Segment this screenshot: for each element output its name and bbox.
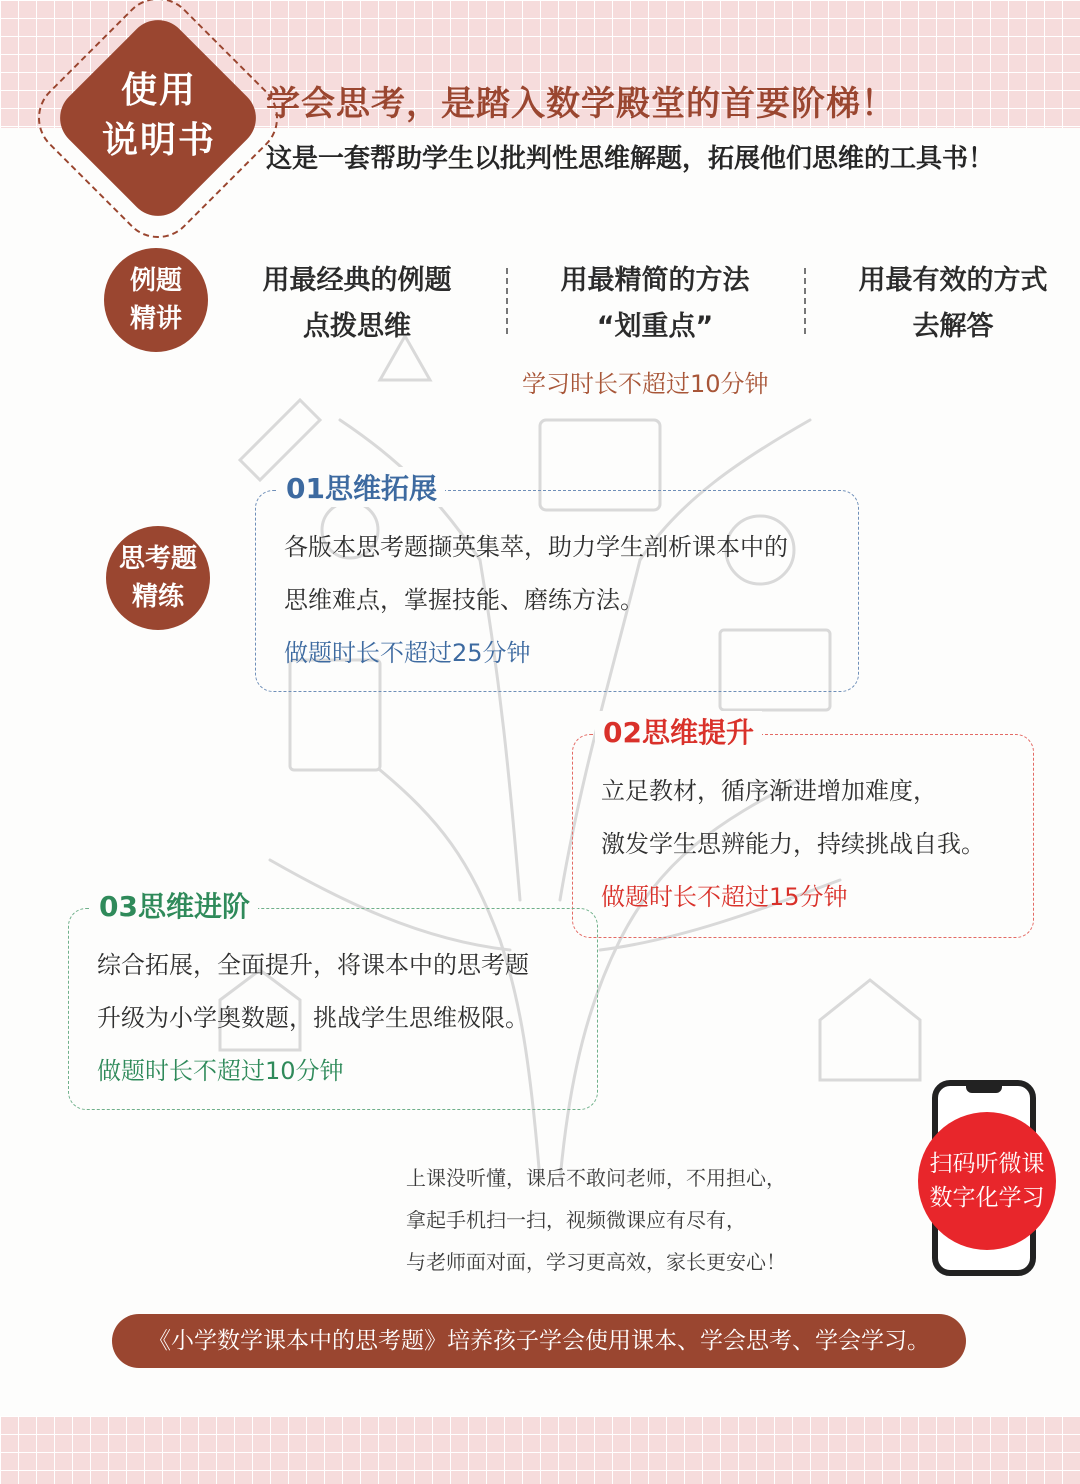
feature-classic-examples [212,258,502,350]
circle-line2: 精讲 [129,304,182,334]
microlesson-line: 与老师面对面，学习更高效，家长更安心！ [406,1250,786,1274]
circle-line1: 思考题 [118,544,197,574]
divider [804,268,806,334]
box-text-line: 升级为小学奥数题，挑战学生思维极限。 [97,1004,529,1032]
scan-line1: 扫码听微课 [929,1151,1045,1177]
badge-line1: 使用 [120,70,197,111]
microlesson-line: 上课没听懂，课后不敢问老师，不用担心， [406,1166,786,1190]
box-time-label: 做题时长不超过25分钟 [284,639,531,667]
practice-circle [106,526,210,630]
divider [506,268,508,334]
phone-notch [966,1085,1002,1093]
study-time-label: 学习时长不超过10分钟 [522,370,769,398]
circle-line2: 精练 [131,582,184,612]
box-thinking-advance [68,890,598,1110]
box-text-line: 思维难点，掌握技能、磨练方法。 [284,586,644,614]
microlesson-line: 拿起手机扫一扫，视频微课应有尽有， [406,1208,746,1232]
headline: 学会思考，是踏入数学殿堂的首要阶梯！ [266,84,896,124]
box-time-label: 做题时长不超过10分钟 [97,1057,344,1085]
box-time-label: 做题时长不超过15分钟 [601,883,848,911]
feature-line1: 用最有效的方式 [858,265,1048,296]
box-text-line: 综合拓展，全面提升，将课本中的思考题 [97,951,529,979]
subheadline: 这是一套帮助学生以批判性思维解题，拓展他们思维的工具书！ [266,144,995,174]
box-text-line: 各版本思考题撷英集萃，助力学生剖析课本中的 [284,533,788,561]
grid-footer-band [0,1416,1080,1484]
bottom-slogan-bar: 《小学数学课本中的思考题》培养孩子学会使用课本、学会思考、学会学习。 [112,1314,966,1368]
feature-line2: 点拨思维 [303,311,411,342]
box-title: 02思维提升 [595,711,762,751]
feature-line2: 去解答 [912,311,994,342]
box-thinking-expand [255,472,859,692]
scan-line2: 数字化学习 [929,1185,1045,1211]
feature-line1: 用最精简的方法 [560,265,750,296]
box-title: 01思维拓展 [278,467,445,507]
circle-line1: 例题 [129,266,182,296]
badge-line2: 说明书 [101,120,216,161]
example-lecture-circle [104,248,208,352]
box-text-line: 激发学生思辨能力，持续挑战自我。 [601,830,985,858]
feature-effective-answer [808,258,1080,350]
box-title: 03思维进阶 [91,885,258,925]
manual-badge-label [92,66,226,166]
feature-line2: “划重点” [596,311,714,342]
box-text-line: 立足教材，循序渐进增加难度， [601,777,937,805]
feature-line1: 用最经典的例题 [262,265,452,296]
feature-concise-method [510,258,800,350]
scan-qr-badge[interactable] [918,1112,1056,1250]
box-thinking-improve [572,716,1034,938]
